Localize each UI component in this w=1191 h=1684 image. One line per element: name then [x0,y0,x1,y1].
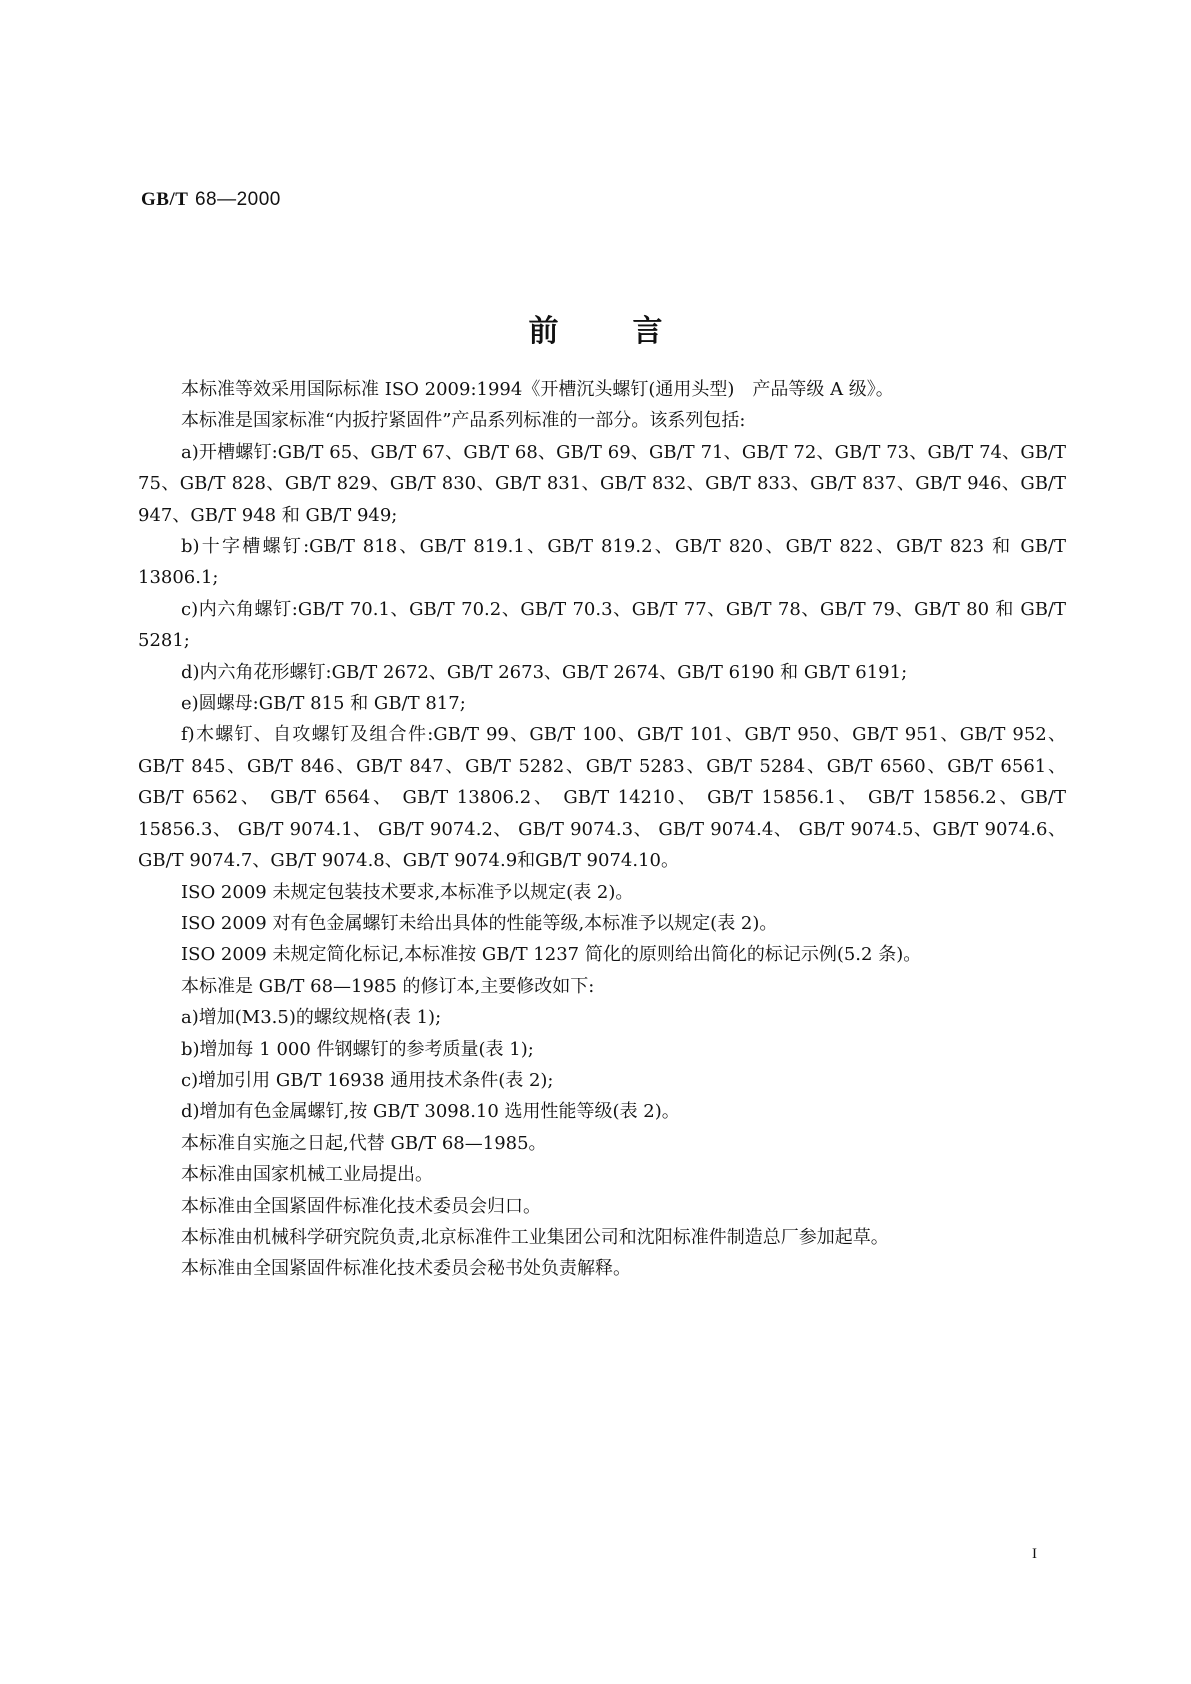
list-item: b)增加每 1 000 件钢螺钉的参考质量(表 1); [181,1038,534,1060]
paragraph: 本标准自实施之日起,代替 GB/T 68—1985。 [181,1132,547,1154]
list-item: c)内六角螺钉:GB/T 70.1、GB/T 70.2、GB/T 70.3、GB/T 77、GB/T 78、GB/T 79、GB/T 80 和 GB/T 5281; [138,598,1066,652]
paragraph: ISO 2009 对有色金属螺钉未给出具体的性能等级,本标准予以规定(表 2)。 [181,912,778,934]
paragraph: ISO 2009 未规定包装技术要求,本标准予以规定(表 2)。 [181,881,634,903]
standard-number: 68—2000 [194,189,281,210]
paragraph: 本标准是国家标准“内扳拧紧固件”产品系列标准的一部分。该系列包括: [181,410,746,432]
paragraph: ISO 2009 未规定简化标记,本标准按 GB/T 1237 简化的原则给出简化的标记示例(5.2 条)。 [181,944,922,966]
list-item: d)增加有色金属螺钉,按 GB/T 3098.10 选用性能等级(表 2)。 [181,1101,680,1123]
foreword-body [138,374,1066,1285]
paragraph: 本标准是 GB/T 68—1985 的修订本,主要修改如下: [181,975,595,997]
list-item: f)木螺钉、自攻螺钉及组合件:GB/T 99、GB/T 100、GB/T 101、GB/T 950、GB/T 951、GB/T 952、GB/T 845、GB/T 846、GB/T 847、GB/T 5282、GB/T 5283、GB/T 5284、GB/T 6560、GB/T 6561、GB/T 6562、 GB/T 6564、 GB/T 13806.2、 GB/T 14210、 GB/T 15856.1、 GB/T 15856.2、GB/T 15856.3、 GB/T 9074.1、 GB/T 9074.2、 GB/T 9074.3、 GB/T 9074.4、 GB/T 9074.5、GB/T 9074.6、GB/T 9074.7、GB/T 9074.8、GB/T 9074.9和GB/T 9074.10。 [138,724,1066,872]
list-item: e)圆螺母:GB/T 815 和 GB/T 817; [181,693,466,715]
paragraph: 本标准由国家机械工业局提出。 [181,1164,433,1186]
paragraph: 本标准由机械科学研究院负责,北京标准件工业集团公司和沈阳标准件制造总厂参加起草。 [181,1226,889,1248]
paragraph: 本标准等效采用国际标准 ISO 2009:1994《开槽沉头螺钉(通用头型) 产品等级 A 级》。 [181,379,894,400]
list-item: b)十字槽螺钉:GB/T 818、GB/T 819.1、GB/T 819.2、GB/T 820、GB/T 822、GB/T 823 和 GB/T 13806.1; [138,536,1066,589]
list-item: d)内六角花形螺钉:GB/T 2672、GB/T 2673、GB/T 2674、GB/T 6190 和 GB/T 6191; [181,661,908,683]
document-header [141,188,281,211]
standard-code: GB/T [141,189,189,210]
list-item: a)开槽螺钉:GB/T 65、GB/T 67、GB/T 68、GB/T 69、GB/T 71、GB/T 72、GB/T 73、GB/T 74、GB/T 75、GB/T 828、GB/T 829、GB/T 830、GB/T 831、GB/T 832、GB/T 833、GB/T 837、GB/T 946、GB/T 947、GB/T 948 和 GB/T 949; [138,441,1066,526]
paragraph: 本标准由全国紧固件标准化技术委员会归口。 [181,1195,541,1217]
list-item: c)增加引用 GB/T 16938 通用技术条件(表 2); [181,1069,554,1091]
paragraph: 本标准由全国紧固件标准化技术委员会秘书处负责解释。 [181,1258,631,1280]
page-number: I [1032,1546,1037,1562]
list-item: a)增加(M3.5)的螺纹规格(表 1); [181,1007,442,1029]
page-title: 前言 [528,314,737,349]
